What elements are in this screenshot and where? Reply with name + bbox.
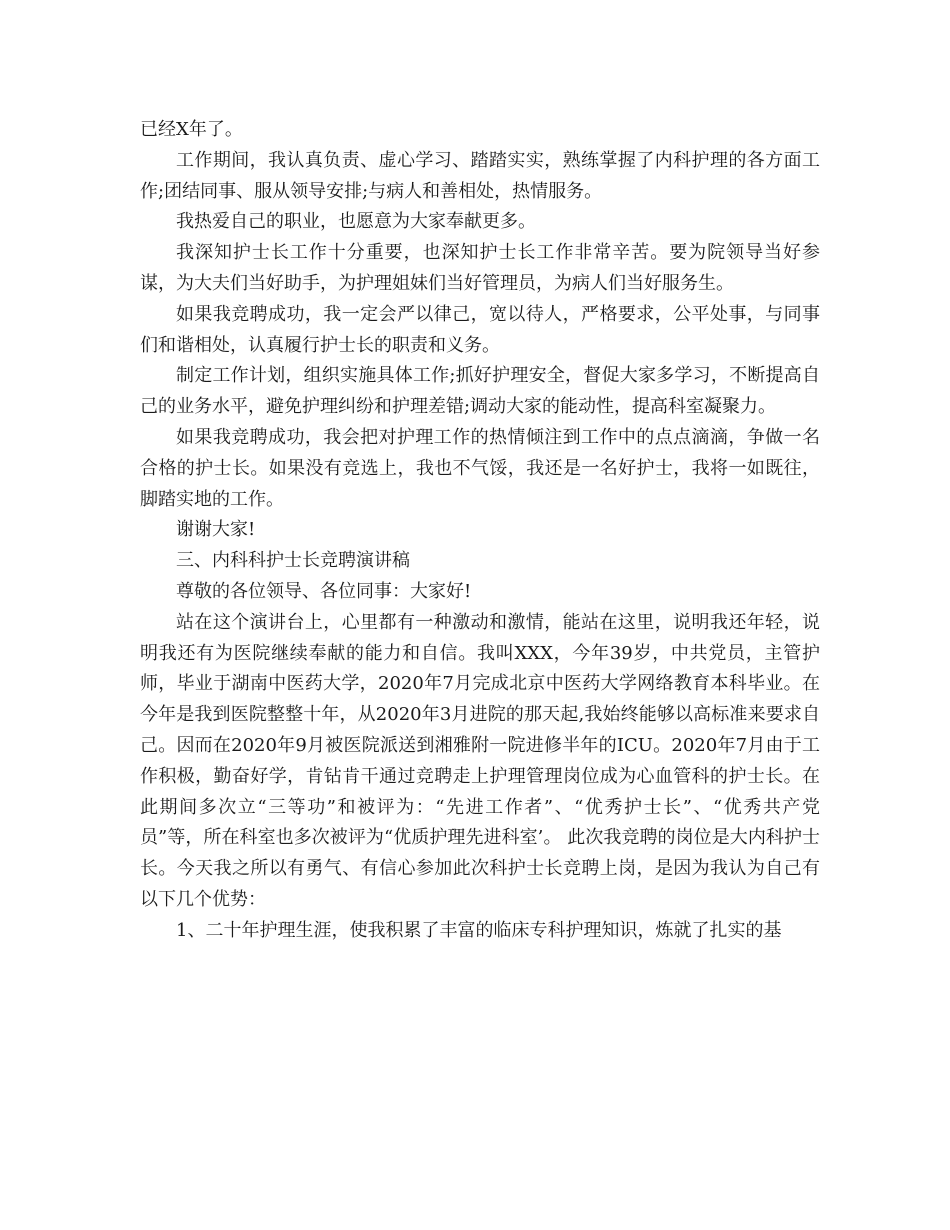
paragraph: 工作期间，我认真负责、虚心学习、踏踏实实，熟练掌握了内科护理的各方面工作;团结同事、服从领导安排;与病人和善相处，热情服务。 bbox=[140, 149, 820, 202]
list-item: 1、二十年护理生涯，使我积累了丰富的临床专科护理知识，炼就了扎实的基 bbox=[176, 919, 782, 941]
paragraph: 如果我竞聘成功，我会把对护理工作的热情倾注到工作中的点点滴滴，争做一名合格的护士长。如果没有竞选上，我也不气馁，我还是一名好护士，我将一如既往，脚踏实地的工作。 bbox=[140, 426, 820, 510]
paragraph: 制定工作计划，组织实施具体工作;抓好护理安全，督促大家多学习，不断提高自己的业务水平，避免护理纠纷和护理差错;调动大家的能动性，提高科室凝聚力。 bbox=[140, 365, 820, 418]
section-heading: 三、内科科护士长竞聘演讲稿 bbox=[176, 550, 410, 572]
paragraph: 如果我竞聘成功，我一定会严以律己，宽以待人，严格要求，公平处事，与同事们和谐相处，认真履行护士长的职责和义务。 bbox=[140, 303, 820, 356]
document-body bbox=[140, 115, 820, 947]
salutation: 尊敬的各位领导、各位同事：大家好! bbox=[176, 580, 472, 602]
paragraph: 我热爱自己的职业，也愿意为大家奉献更多。 bbox=[176, 211, 536, 233]
paragraph: 已经X年了。 bbox=[140, 119, 243, 140]
closing-thanks: 谢谢大家! bbox=[176, 519, 256, 541]
paragraph: 我深知护士长工作十分重要，也深知护士长工作非常辛苦。要为院领导当好参谋，为大夫们当好助手，为护理姐妹们当好管理员，为病人们当好服务生。 bbox=[140, 242, 820, 294]
paragraph: 站在这个演讲台上，心里都有一种激动和激情，能站在这里，说明我还年轻，说明我还有为医院继续奉献的能力和自信。我叫XXX，今年39岁，中共党员，主管护师，毕业于湖南中医药大学，2020年7月完成北京中医药大学网络教育本科毕业。在今年是我到医院整整十年，从2020年3月进院的那天起,我始终能够以高标准来要求自己。因而在2020年9月被医院派送到湘雅附一院进修半年的ICU。2020年7月由于工作积极，勤奋好学，肯钻肯干通过竞聘走上护理管理岗位成为心血管科的护士长。在此期间多次立“三等功”和被评为：“先进工作者”、“优秀护士长”、“优秀共产党员”等，所在科室也多次被评为“优质护理先进科室’。 此次我竞聘的岗位是大内科护士长。今天我之所以有勇气、有信心参加此次科护士长竞聘上岗，是因为我认为自己有以下几个优势： bbox=[140, 611, 821, 910]
